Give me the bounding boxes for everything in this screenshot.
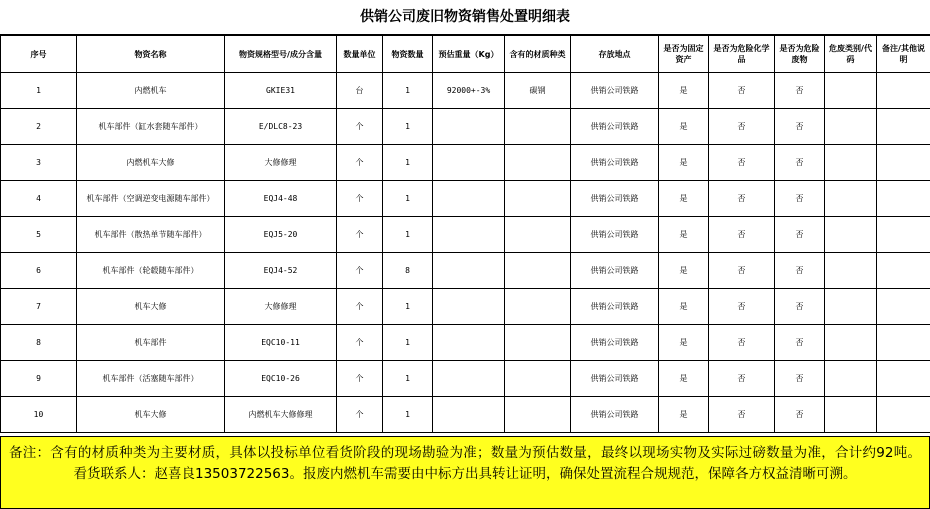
cell-hazard-waste[interactable]: 否: [775, 181, 825, 217]
table-row: [1, 361, 930, 397]
cell-material[interactable]: [505, 325, 571, 361]
cell-quantity[interactable]: 1: [383, 145, 433, 181]
cell-quantity[interactable]: 1: [383, 289, 433, 325]
cell-weight[interactable]: [433, 217, 505, 253]
cell-spec[interactable]: EQC10-11: [225, 325, 337, 361]
cell-material[interactable]: [505, 217, 571, 253]
cell-fixed-asset[interactable]: 是: [659, 253, 709, 289]
cell-fixed-asset[interactable]: 是: [659, 397, 709, 433]
cell-seq[interactable]: 1: [1, 73, 77, 109]
cell-unit[interactable]: 个: [337, 361, 383, 397]
cell-unit[interactable]: 个: [337, 109, 383, 145]
cell-material[interactable]: [505, 145, 571, 181]
cell-seq[interactable]: 4: [1, 181, 77, 217]
cell-item-name[interactable]: 机车部件（轮毂随车部件）: [77, 253, 225, 289]
cell-quantity[interactable]: 1: [383, 397, 433, 433]
cell-material[interactable]: [505, 361, 571, 397]
table-body: [1, 73, 930, 433]
cell-weight[interactable]: [433, 325, 505, 361]
cell-weight[interactable]: 92000+-3%: [433, 73, 505, 109]
cell-unit[interactable]: 个: [337, 253, 383, 289]
cell-fixed-asset[interactable]: 是: [659, 289, 709, 325]
cell-hazard-chemical[interactable]: 否: [709, 397, 775, 433]
cell-unit[interactable]: 个: [337, 181, 383, 217]
cell-remark[interactable]: [877, 289, 930, 325]
cell-remark[interactable]: [877, 397, 930, 433]
cell-seq[interactable]: 9: [1, 361, 77, 397]
header-material: 含有的材质种类: [505, 36, 571, 73]
header-qty: 物资数量: [383, 36, 433, 73]
cell-seq[interactable]: 2: [1, 109, 77, 145]
cell-spec[interactable]: EQC10-26: [225, 361, 337, 397]
table-row: [1, 253, 930, 289]
cell-material[interactable]: [505, 253, 571, 289]
header-name: 物资名称: [77, 36, 225, 73]
cell-hazard-waste[interactable]: 否: [775, 289, 825, 325]
cell-location[interactable]: 供销公司铁路: [571, 289, 659, 325]
cell-fixed-asset[interactable]: 是: [659, 325, 709, 361]
cell-unit[interactable]: 个: [337, 397, 383, 433]
cell-fixed-asset[interactable]: 是: [659, 361, 709, 397]
cell-remark[interactable]: [877, 217, 930, 253]
header-hazard-waste: 是否为危险废物: [775, 36, 825, 73]
header-remark: 备注/其他说明: [877, 36, 930, 73]
cell-seq[interactable]: 3: [1, 145, 77, 181]
cell-remark[interactable]: [877, 109, 930, 145]
cell-unit[interactable]: 个: [337, 217, 383, 253]
cell-item-name[interactable]: 机车大修: [77, 289, 225, 325]
cell-hazard-waste[interactable]: 否: [775, 253, 825, 289]
header-hazard-code: 危废类别/代码: [825, 36, 877, 73]
cell-spec[interactable]: 内燃机车大修修理: [225, 397, 337, 433]
table-row: [1, 325, 930, 361]
cell-weight[interactable]: [433, 253, 505, 289]
remarks-note: 备注：含有的材质种类为主要材质，具体以投标单位看货阶段的现场勘验为准；数量为预估数量，最终以现场实物及实际过磅数量为准，合计约92吨。 看货联系人：赵喜良13503722563。报废内燃机车需要由中标方出具转让证明，确保处置流程合规规范，保障各方权益清晰可溯。: [0, 436, 930, 509]
cell-fixed-asset[interactable]: 是: [659, 109, 709, 145]
cell-location[interactable]: 供销公司铁路: [571, 181, 659, 217]
cell-seq[interactable]: 10: [1, 397, 77, 433]
cell-hazard-waste[interactable]: 否: [775, 361, 825, 397]
cell-hazard-chemical[interactable]: 否: [709, 289, 775, 325]
cell-material[interactable]: [505, 109, 571, 145]
cell-location[interactable]: 供销公司铁路: [571, 145, 659, 181]
cell-remark[interactable]: [877, 145, 930, 181]
cell-weight[interactable]: [433, 145, 505, 181]
cell-weight[interactable]: [433, 397, 505, 433]
cell-unit[interactable]: 个: [337, 289, 383, 325]
cell-location[interactable]: 供销公司铁路: [571, 109, 659, 145]
table-row: [1, 397, 930, 433]
cell-hazard-waste[interactable]: 否: [775, 217, 825, 253]
table-row: [1, 73, 930, 109]
header-location: 存放地点: [571, 36, 659, 73]
cell-seq[interactable]: 5: [1, 217, 77, 253]
cell-hazard-code[interactable]: [825, 289, 877, 325]
cell-quantity[interactable]: 1: [383, 217, 433, 253]
cell-hazard-chemical[interactable]: 否: [709, 361, 775, 397]
cell-hazard-chemical[interactable]: 否: [709, 253, 775, 289]
cell-item-name[interactable]: 内燃机车: [77, 73, 225, 109]
cell-hazard-code[interactable]: [825, 217, 877, 253]
cell-hazard-code[interactable]: [825, 181, 877, 217]
cell-weight[interactable]: [433, 361, 505, 397]
cell-weight[interactable]: [433, 109, 505, 145]
table-row: [1, 289, 930, 325]
cell-remark[interactable]: [877, 253, 930, 289]
cell-hazard-code[interactable]: [825, 361, 877, 397]
table-row: [1, 109, 930, 145]
cell-location[interactable]: 供销公司铁路: [571, 397, 659, 433]
cell-hazard-code[interactable]: [825, 397, 877, 433]
cell-item-name[interactable]: 机车部件（空调逆变电源随车部件）: [77, 181, 225, 217]
cell-hazard-chemical[interactable]: 否: [709, 73, 775, 109]
cell-fixed-asset[interactable]: 是: [659, 181, 709, 217]
cell-material[interactable]: 碳钢: [505, 73, 571, 109]
cell-fixed-asset[interactable]: 是: [659, 73, 709, 109]
cell-item-name[interactable]: 机车部件（缸水套随车部件）: [77, 109, 225, 145]
cell-spec[interactable]: EQJ4-48: [225, 181, 337, 217]
cell-hazard-waste[interactable]: 否: [775, 397, 825, 433]
cell-remark[interactable]: [877, 361, 930, 397]
cell-item-name[interactable]: 机车大修: [77, 397, 225, 433]
cell-quantity[interactable]: 1: [383, 181, 433, 217]
header-weight: 预估重量（Kg）: [433, 36, 505, 73]
cell-unit[interactable]: 个: [337, 145, 383, 181]
cell-seq[interactable]: 8: [1, 325, 77, 361]
cell-spec[interactable]: GKIE31: [225, 73, 337, 109]
table-row: [1, 181, 930, 217]
cell-hazard-chemical[interactable]: 否: [709, 181, 775, 217]
cell-spec[interactable]: EQJ4-52: [225, 253, 337, 289]
header-unit: 数量单位: [337, 36, 383, 73]
cell-remark[interactable]: [877, 181, 930, 217]
cell-fixed-asset[interactable]: 是: [659, 217, 709, 253]
table-header-row: [1, 36, 930, 73]
cell-hazard-waste[interactable]: 否: [775, 325, 825, 361]
table-row: [1, 217, 930, 253]
cell-spec[interactable]: 大修修理: [225, 289, 337, 325]
cell-item-name[interactable]: 机车部件（散热单节随车部件）: [77, 217, 225, 253]
cell-hazard-code[interactable]: [825, 145, 877, 181]
cell-quantity[interactable]: 1: [383, 73, 433, 109]
header-spec: 物资规格型号/成分含量: [225, 36, 337, 73]
cell-hazard-code[interactable]: [825, 73, 877, 109]
cell-item-name[interactable]: 机车部件: [77, 325, 225, 361]
cell-item-name[interactable]: 机车部件（活塞随车部件）: [77, 361, 225, 397]
cell-location[interactable]: 供销公司铁路: [571, 253, 659, 289]
cell-location[interactable]: 供销公司铁路: [571, 217, 659, 253]
cell-hazard-code[interactable]: [825, 253, 877, 289]
cell-seq[interactable]: 7: [1, 289, 77, 325]
cell-hazard-chemical[interactable]: 否: [709, 109, 775, 145]
cell-quantity[interactable]: 1: [383, 109, 433, 145]
cell-material[interactable]: [505, 397, 571, 433]
cell-location[interactable]: 供销公司铁路: [571, 73, 659, 109]
cell-material[interactable]: [505, 181, 571, 217]
cell-spec[interactable]: 大修修理: [225, 145, 337, 181]
cell-spec[interactable]: EQJ5-20: [225, 217, 337, 253]
cell-hazard-waste[interactable]: 否: [775, 145, 825, 181]
cell-fixed-asset[interactable]: 是: [659, 145, 709, 181]
sheet-title: 供销公司废旧物资销售处置明细表: [0, 0, 930, 35]
cell-quantity[interactable]: 8: [383, 253, 433, 289]
cell-hazard-chemical[interactable]: 否: [709, 145, 775, 181]
cell-quantity[interactable]: 1: [383, 325, 433, 361]
cell-material[interactable]: [505, 289, 571, 325]
cell-spec[interactable]: E/DLC8-23: [225, 109, 337, 145]
cell-seq[interactable]: 6: [1, 253, 77, 289]
header-fixed-asset: 是否为固定资产: [659, 36, 709, 73]
cell-hazard-waste[interactable]: 否: [775, 73, 825, 109]
cell-weight[interactable]: [433, 289, 505, 325]
cell-hazard-code[interactable]: [825, 109, 877, 145]
cell-remark[interactable]: [877, 325, 930, 361]
cell-hazard-chemical[interactable]: 否: [709, 325, 775, 361]
cell-location[interactable]: 供销公司铁路: [571, 361, 659, 397]
cell-location[interactable]: 供销公司铁路: [571, 325, 659, 361]
cell-unit[interactable]: 台: [337, 73, 383, 109]
header-hazard-chem: 是否为危险化学品: [709, 36, 775, 73]
disposal-detail-table: [0, 35, 930, 433]
cell-item-name[interactable]: 内燃机车大修: [77, 145, 225, 181]
cell-quantity[interactable]: 1: [383, 361, 433, 397]
cell-weight[interactable]: [433, 181, 505, 217]
cell-unit[interactable]: 个: [337, 325, 383, 361]
table-row: [1, 145, 930, 181]
cell-remark[interactable]: [877, 73, 930, 109]
cell-hazard-chemical[interactable]: 否: [709, 217, 775, 253]
cell-hazard-code[interactable]: [825, 325, 877, 361]
header-seq: 序号: [1, 36, 77, 73]
cell-hazard-waste[interactable]: 否: [775, 109, 825, 145]
